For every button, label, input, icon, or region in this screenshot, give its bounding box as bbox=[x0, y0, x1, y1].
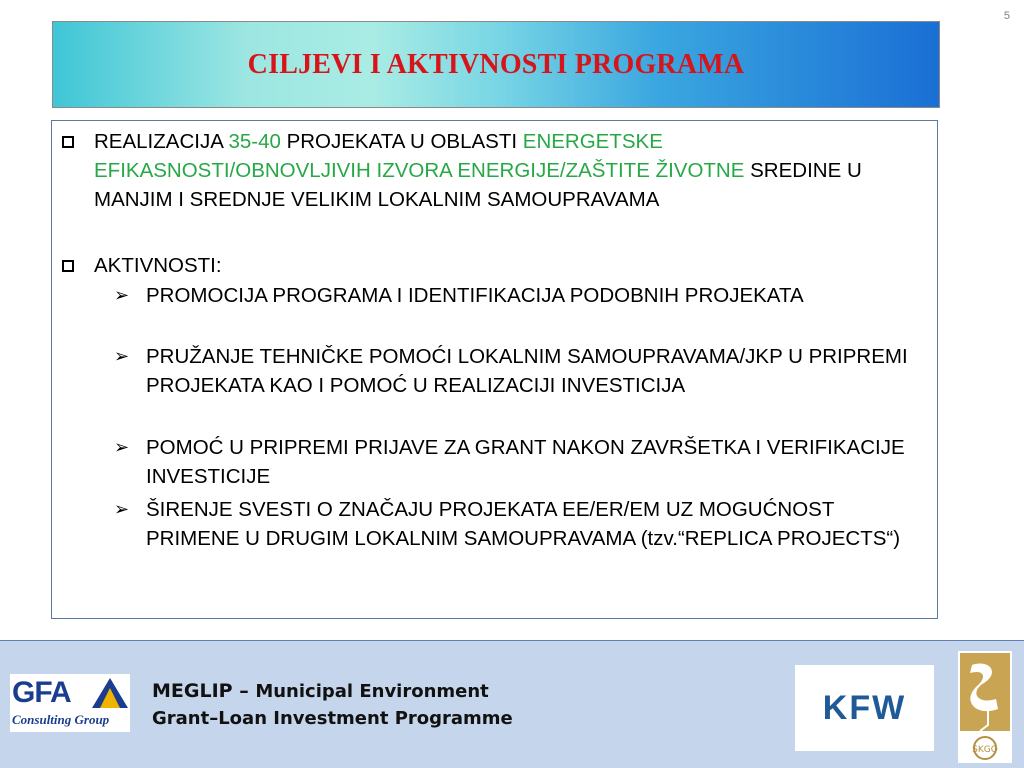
checkbox-bullet-icon bbox=[62, 260, 74, 272]
arrow-bullet-icon: ➢ bbox=[114, 499, 130, 519]
sub-bullet-text: PRUŽANJE TEHNIČKE POMOĆI LOKALNIM SAMOUPRAVAMA/JKP U PRIPREMI PROJEKATA KAO I POMOĆ U REALIZACIJI INVESTICIJA bbox=[146, 345, 908, 397]
programme-desc-line2: Grant–Loan Investment Programme bbox=[152, 708, 513, 729]
slide-number: 5 bbox=[1003, 10, 1010, 22]
sub-bullet-item bbox=[114, 495, 922, 553]
highlight-number: 35-40 bbox=[228, 130, 281, 153]
sub-bullet-item bbox=[114, 342, 922, 400]
sub-bullet-text: POMOĆ U PRIPREMI PRIJAVE ZA GRANT NAKON ZAVRŠETKA I VERIFIKACIJE INVESTICIJE bbox=[146, 436, 905, 488]
programme-acronym: MEGLIP – bbox=[152, 680, 256, 702]
skgo-logo-icon bbox=[958, 651, 1012, 763]
sub-bullet-item bbox=[114, 281, 922, 310]
sub-bullet-text: PROMOCIJA PROGRAMA I IDENTIFIKACIJA PODOBNIH PROJEKATA bbox=[146, 284, 804, 307]
kfw-logo bbox=[795, 665, 934, 751]
skgo-logo-text: SKGO bbox=[972, 745, 998, 755]
gfa-logo bbox=[10, 674, 130, 732]
gfa-logo-subtitle: Consulting Group bbox=[12, 712, 110, 727]
text-segment: PROJEKATA U OBLASTI bbox=[280, 130, 523, 153]
bullet-text bbox=[94, 127, 922, 214]
bullet-text: AKTIVNOSTI: bbox=[94, 254, 222, 277]
arrow-bullet-icon: ➢ bbox=[114, 285, 130, 305]
text-segment: REALIZACIJA bbox=[94, 130, 229, 153]
highlight-text: ENERGETSKE EFIKASNOSTI/OBNOVLJIVIH IZVORA ENERGIJE/ZAŠTITE ŽIVOTNE bbox=[94, 130, 745, 182]
slide-title: CILJEVI I AKTIVNOSTI PROGRAMA bbox=[247, 48, 745, 80]
bullet-item-aktivnosti bbox=[62, 251, 922, 280]
content-box bbox=[51, 120, 938, 619]
title-banner bbox=[52, 21, 940, 108]
checkbox-bullet-icon bbox=[62, 136, 74, 148]
arrow-bullet-icon: ➢ bbox=[114, 437, 130, 457]
text-segment: SREDINE U MANJIM I SREDNJE VELIKIM LOKALNIM SAMOUPRAVAMA bbox=[94, 159, 862, 211]
programme-title bbox=[152, 678, 513, 732]
bullet-item-realizacija bbox=[62, 127, 922, 214]
gfa-logo-text: GFA bbox=[12, 676, 71, 709]
programme-desc-line1: Municipal Environment bbox=[255, 681, 489, 702]
sub-bullet-text: ŠIRENJE SVESTI O ZNAČAJU PROJEKATA EE/ER/EM UZ MOGUĆNOST PRIMENE U DRUGIM LOKALNIM SAMOUPRAVAMA (tzv.“REPLICA PROJECTS“) bbox=[146, 498, 901, 550]
sub-bullet-item bbox=[114, 433, 922, 491]
kfw-logo-text: KFW bbox=[822, 688, 907, 727]
arrow-bullet-icon: ➢ bbox=[114, 346, 130, 366]
gfa-triangle-icon bbox=[90, 676, 130, 710]
